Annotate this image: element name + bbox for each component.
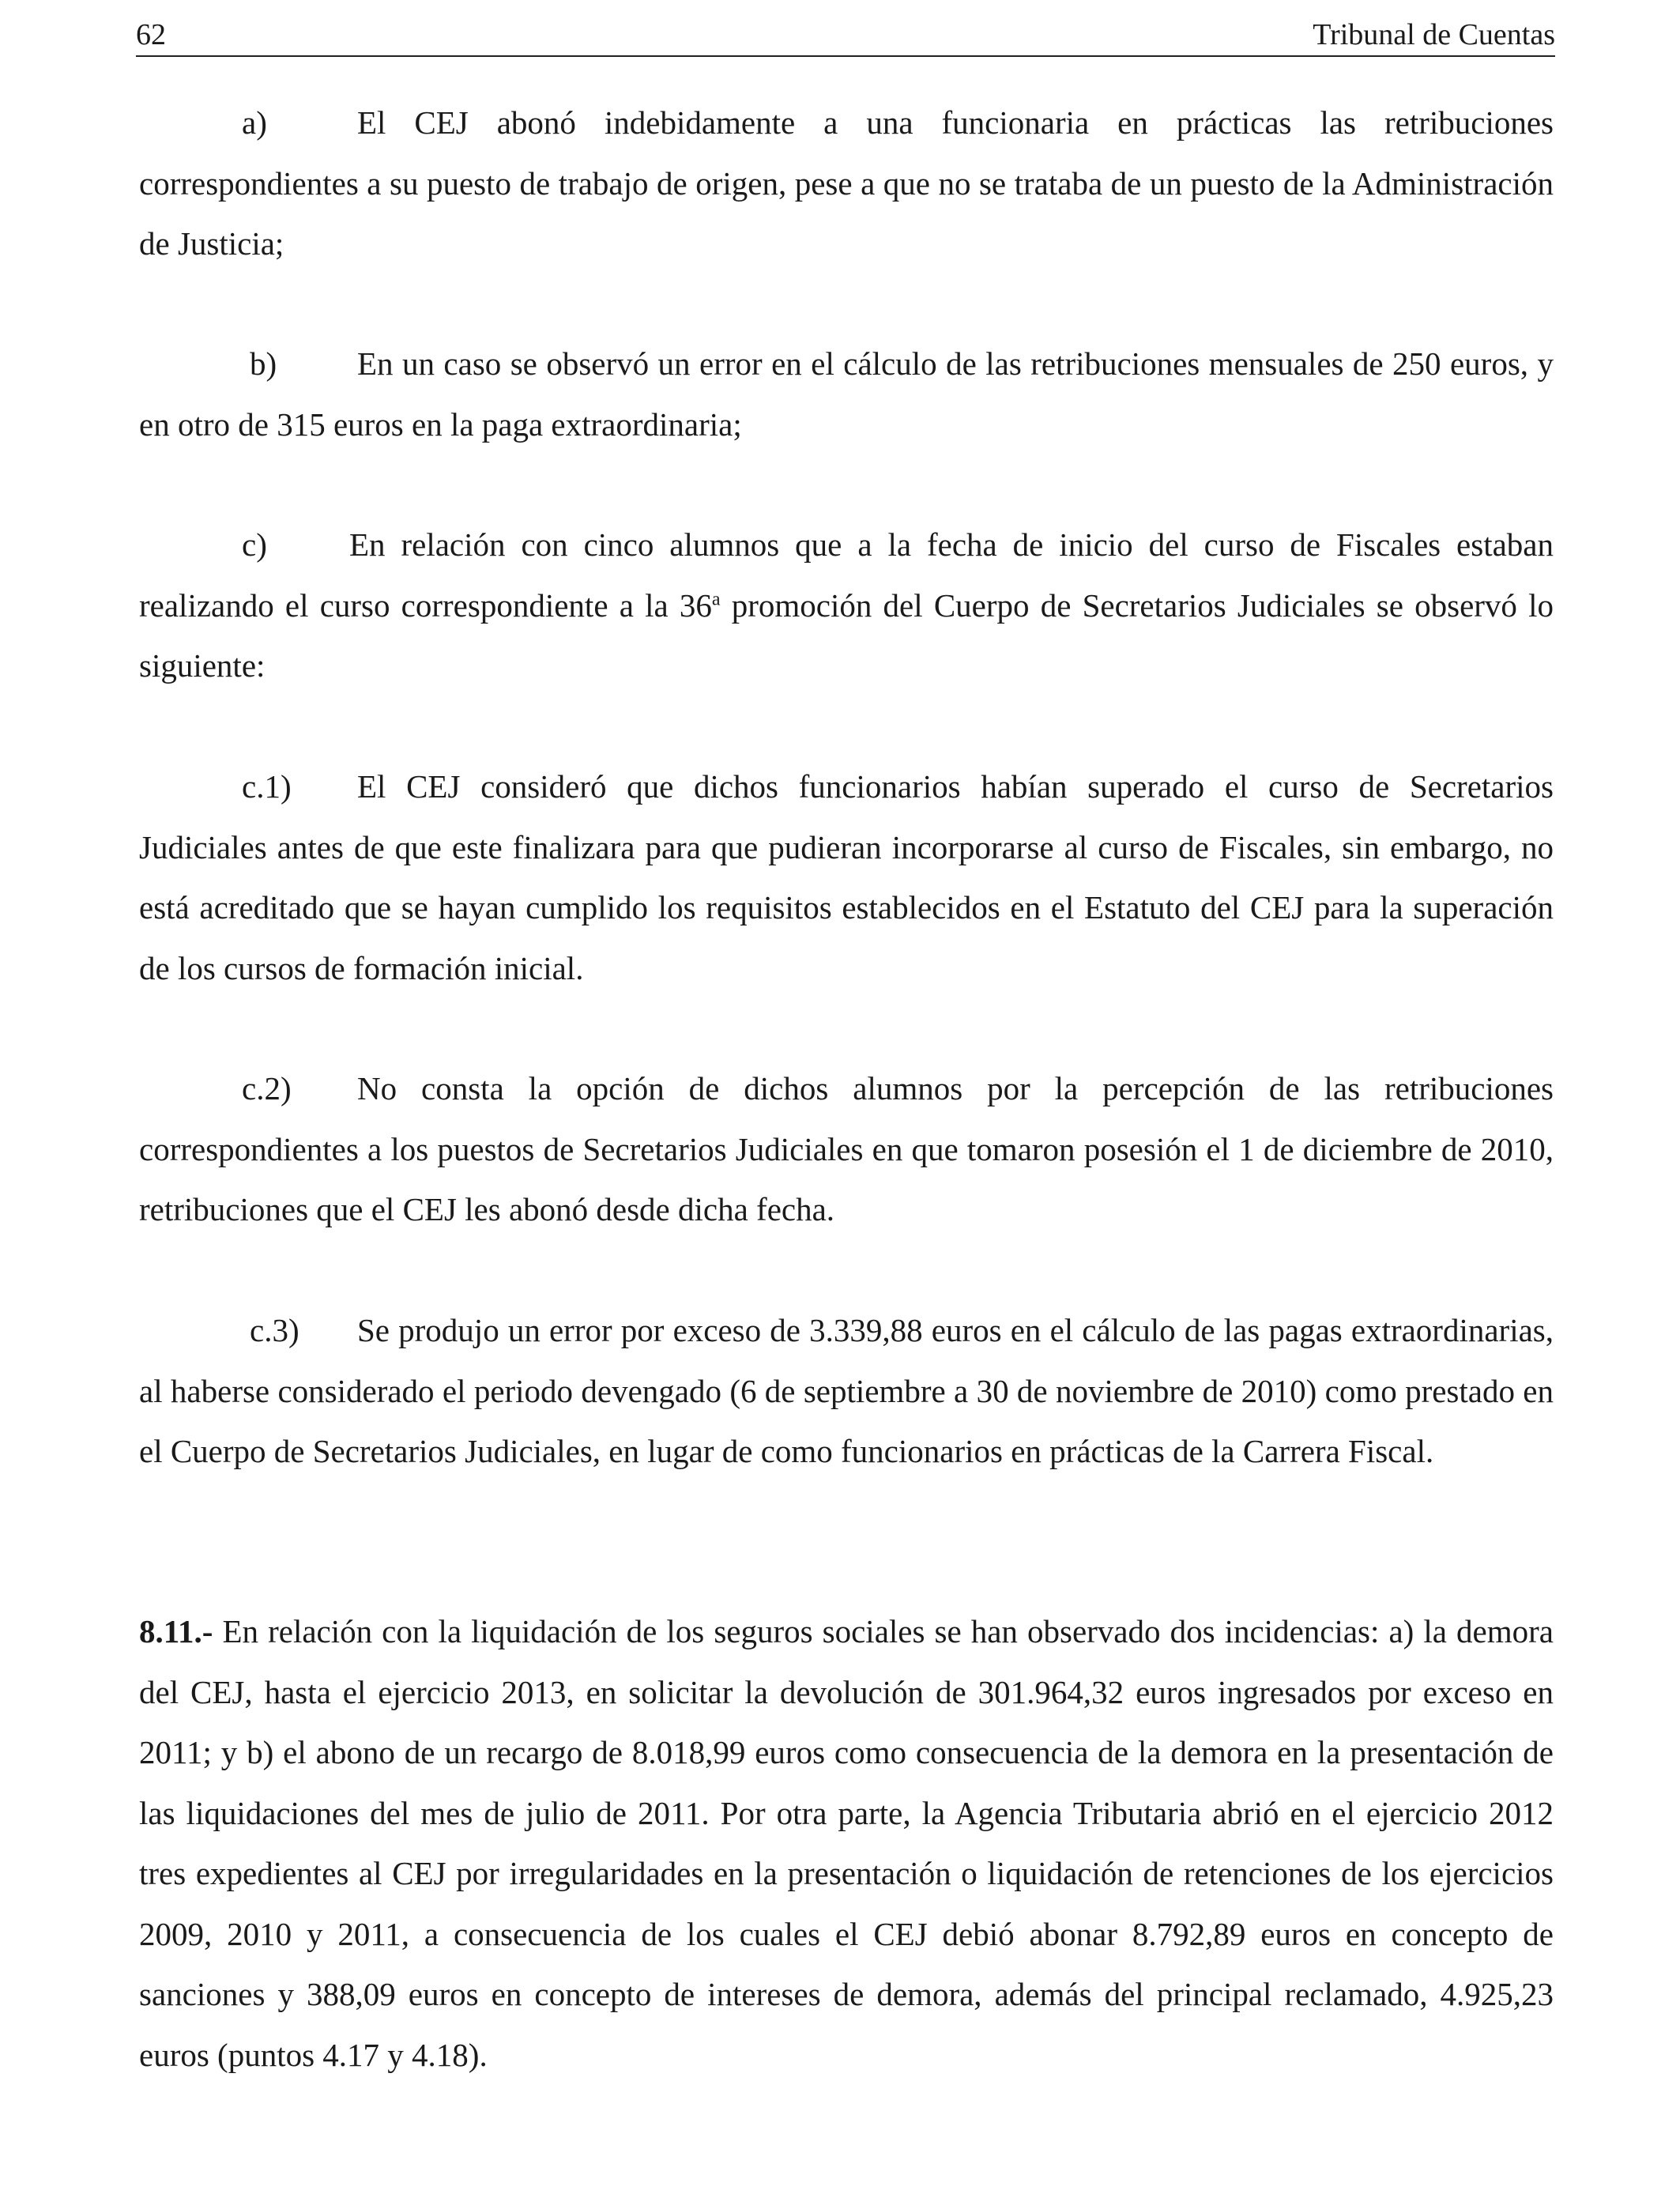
ordinal-superscript: a	[711, 588, 721, 609]
paragraph-a-text: El CEJ abonó indebidamente a una funcionaria en prácticas las retribuciones correspondientes a su puesto de trabajo de origen, pese a que no se trataba de un puesto de la Administración de Justicia;	[139, 104, 1554, 262]
item-marker-c2: c.2)	[242, 1070, 292, 1106]
paragraph-c-text-1: En relación con cinco alumnos que a la fecha de inicio del curso de Fiscales estaban realizando el curso correspondiente a la 36	[139, 526, 1554, 624]
paragraph-c1-text: El CEJ consideró que dichos funcionarios habían superado el curso de Secretarios Judiciales antes de que este finalizara para que pudieran incorporarse al curso de Fiscales, sin embargo, no está acreditado que se hayan cumplido los requisitos establecidos en el Estatuto del CEJ para la superación de los cursos de formación inicial.	[139, 768, 1554, 986]
paragraph-c	[139, 515, 1554, 696]
item-marker-c: c)	[242, 526, 267, 563]
header-title: Tribunal de Cuentas	[1313, 18, 1555, 51]
paragraph-a	[139, 92, 1554, 274]
item-marker-b: b)	[250, 345, 277, 382]
paragraph-c3	[139, 1300, 1554, 1482]
paragraph-c2	[139, 1058, 1554, 1240]
section-number: 8.11.-	[139, 1613, 213, 1649]
section-8-11	[139, 1601, 1554, 2085]
item-marker-c3: c.3)	[250, 1312, 299, 1348]
paragraph-c1	[139, 756, 1554, 998]
paragraph-c2-text: No consta la opción de dichos alumnos por la percepción de las retribuciones correspondientes a los puestos de Secretarios Judiciales en que tomaron posesión el 1 de diciembre de 2010, retribuciones que el CEJ les abonó desde dicha fecha.	[139, 1070, 1554, 1227]
item-marker-a: a)	[242, 104, 267, 141]
paragraph-b-text: En un caso se observó un error en el cálculo de las retribuciones mensuales de 250 euros, y en otro de 315 euros en la paga extraordinaria;	[139, 345, 1554, 443]
item-marker-c1: c.1)	[242, 768, 292, 805]
paragraph-c3-text: Se produjo un error por exceso de 3.339,88 euros en el cálculo de las pagas extraordinarias, al haberse considerado el periodo devengado (6 de septiembre a 30 de noviembre de 2010) como prestado en el Cuerpo de Secretarios Judiciales, en lugar de como funcionarios en prácticas de la Carrera Fiscal.	[139, 1312, 1554, 1469]
page-number: 62	[136, 18, 166, 51]
section-8-11-text: En relación con la liquidación de los seguros sociales se han observado dos incidencias: a) la demora del CEJ, hasta el ejercicio 2013, en solicitar la devolución de 301.964,32 euros ingresados por exceso en 2011; y b) el abono de un recargo de 8.018,99 euros como consecuencia de la demora en la presentación de las liquidaciones del mes de julio de 2011. Por otra parte, la Agencia Tributaria abrió en el ejercicio 2012 tres expedientes al CEJ por irregularidades en la presentación o liquidación de retenciones de los ejercicios 2009, 2010 y 2011, a consecuencia de los cuales el CEJ debió abonar 8.792,89 euros en concepto de sanciones y 388,09 euros en concepto de intereses de demora, además del principal reclamado, 4.925,23 euros (puntos 4.17 y 4.18).	[139, 1613, 1554, 2073]
paragraph-b	[139, 334, 1554, 454]
page-header	[136, 14, 1555, 57]
paragraph-c-text-2: promoción del Cuerpo de Secretarios Judiciales se observó lo siguiente:	[139, 586, 1554, 684]
